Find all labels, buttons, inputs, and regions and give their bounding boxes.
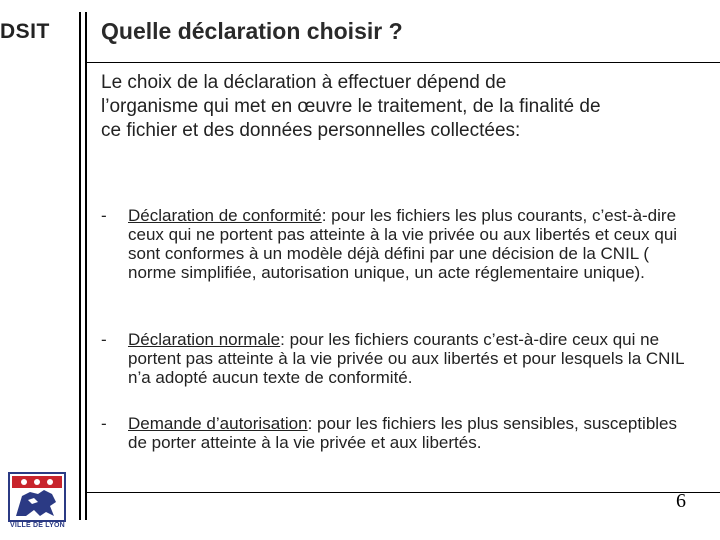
- title-divider: [85, 62, 720, 63]
- lion-emblem-icon: [8, 472, 66, 522]
- list-item-text: [128, 330, 698, 387]
- list-item-term: Déclaration de conformité: [128, 206, 322, 225]
- vertical-rule-left: [79, 12, 81, 520]
- brand-label: DSIT: [0, 20, 50, 43]
- list-dash: -: [101, 330, 107, 349]
- page-number: 6: [676, 490, 686, 512]
- list-item-text: [128, 206, 698, 282]
- list-item-description: : pour les fichiers les plus courants, c’est-à-dire ceux qui ne portent pas atteinte à la vie privée ou aux libertés et ceux qui sont conformes à un modèle déjà défini par une décision de la CNIL ( norme simplifiée, autorisation unique, un acte réglementaire unique).: [128, 206, 678, 282]
- intro-paragraph: Le choix de la déclaration à effectuer dépend de l’organisme qui met en œuvre le traitement, de la finalité de ce fichier et des données personnelles collectées:: [101, 72, 601, 141]
- list-dash: -: [101, 414, 107, 433]
- vertical-rule-right: [85, 12, 87, 520]
- page-title: Quelle déclaration choisir ?: [101, 18, 403, 44]
- list-dash: -: [101, 206, 107, 225]
- list-item-term: Demande d’autorisation: [128, 414, 308, 433]
- list-item-description: : pour les fichiers les plus sensibles, susceptibles de porter atteinte à la vie privée et aux libertés.: [128, 414, 678, 452]
- list-item-text: [128, 414, 698, 452]
- list-item-description: : pour les fichiers courants c’est-à-dire ceux qui ne portent pas atteinte à la vie privée ou aux libertés et pour lesquels la CNIL n’a adopté aucun texte de conformité.: [128, 330, 684, 387]
- logo-caption: VILLE DE LYON: [10, 522, 65, 529]
- list-item-term: Déclaration normale: [128, 330, 281, 349]
- footer-divider: [85, 492, 720, 493]
